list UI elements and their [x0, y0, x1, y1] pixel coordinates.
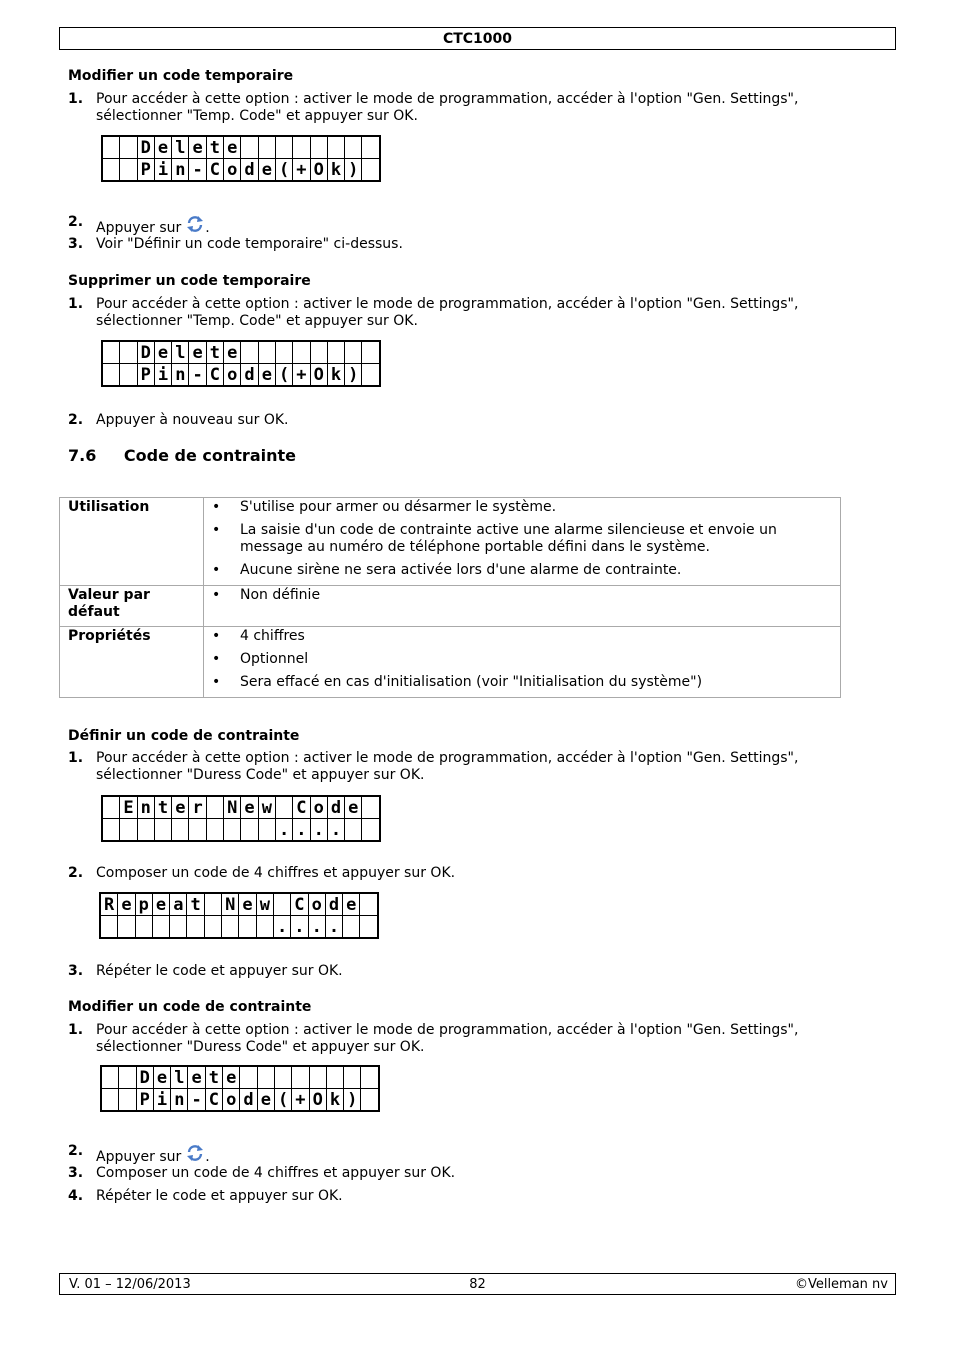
lcd-cell: e	[154, 341, 171, 364]
lcd-cell: t	[206, 136, 223, 159]
lcd-cell	[258, 819, 275, 842]
lcd-cell	[102, 796, 120, 819]
document-footer	[59, 1273, 896, 1295]
lcd-cell	[241, 341, 258, 364]
lcd-cell	[119, 1066, 136, 1089]
lcd-row	[101, 1089, 379, 1112]
step-number: 1.	[68, 296, 84, 312]
lcd-cell	[343, 916, 360, 939]
lcd-cell: e	[258, 159, 275, 182]
lcd-cell: (	[274, 1089, 291, 1112]
lcd-cell: e	[239, 893, 256, 916]
heading-modify-temp-code: Modifier un code temporaire	[68, 68, 294, 84]
lcd-cell	[154, 819, 171, 842]
lcd-cell	[258, 136, 275, 159]
section-heading	[68, 446, 296, 465]
lcd-cell	[120, 819, 137, 842]
lcd-cell	[222, 916, 239, 939]
lcd-cell: d	[240, 1089, 257, 1112]
lcd-cell: e	[189, 341, 206, 364]
step-text: Pour accéder à cette option : activer le mode de programmation, accéder à l'option "Gen. Settings", sélectionner "Temp. Code" et appuyer sur OK.	[96, 91, 799, 124]
lcd-cell	[360, 916, 378, 939]
lcd-cell	[258, 341, 275, 364]
lcd-cell	[241, 819, 258, 842]
lcd-cell: .	[275, 819, 292, 842]
lcd-cell: D	[137, 136, 154, 159]
step-number: 2.	[68, 412, 84, 428]
lcd-cell: d	[241, 364, 258, 387]
lcd-cell	[293, 341, 310, 364]
lcd-cell: .	[291, 916, 308, 939]
lcd-cell: e	[343, 893, 360, 916]
lcd-cell: .	[310, 819, 327, 842]
lcd-display-delete	[101, 340, 381, 387]
lcd-cell	[187, 916, 204, 939]
lcd-display-delete	[100, 1065, 380, 1112]
table-key: Valeur par défaut	[60, 586, 204, 627]
footer-copyright: ©Velleman nv	[794, 1277, 888, 1292]
lcd-cell	[120, 136, 137, 159]
lcd-cell	[189, 819, 206, 842]
lcd-row	[102, 341, 380, 364]
table-key: Propriétés	[60, 627, 204, 698]
step-number: 1.	[68, 1022, 84, 1038]
table-row	[60, 586, 841, 627]
lcd-cell	[310, 136, 327, 159]
lcd-cell: O	[310, 364, 327, 387]
lcd-cell: d	[241, 159, 258, 182]
lcd-cell: t	[205, 1066, 222, 1089]
lcd-cell: e	[224, 136, 241, 159]
lcd-cell	[275, 136, 292, 159]
lcd-cell: D	[137, 341, 154, 364]
lcd-row	[100, 893, 378, 916]
lcd-cell: +	[292, 1089, 309, 1112]
lcd-cell: -	[189, 364, 206, 387]
lcd-cell	[361, 1089, 379, 1112]
lcd-cell	[257, 1066, 274, 1089]
lcd-cell: w	[256, 893, 273, 916]
lcd-cell: l	[171, 1066, 188, 1089]
lcd-cell: +	[293, 364, 310, 387]
lcd-cell: e	[257, 1089, 274, 1112]
step-item	[68, 750, 848, 786]
lcd-cell: i	[154, 159, 171, 182]
lcd-cell	[119, 1089, 136, 1112]
lcd-cell	[101, 1066, 119, 1089]
lcd-cell: k	[327, 364, 344, 387]
lcd-cell	[326, 1066, 343, 1089]
lcd-cell: N	[222, 893, 239, 916]
lcd-cell	[362, 796, 380, 819]
lcd-cell: )	[344, 1089, 361, 1112]
lcd-cell	[100, 916, 118, 939]
lcd-cell: P	[137, 364, 154, 387]
lcd-cell	[137, 819, 154, 842]
step-item	[68, 296, 848, 332]
table-value	[204, 627, 841, 698]
lcd-cell	[206, 819, 223, 842]
lcd-cell: C	[206, 364, 223, 387]
lcd-cell	[327, 136, 344, 159]
lcd-cell: k	[326, 1089, 343, 1112]
section-title: Code de contrainte	[123, 446, 296, 465]
lcd-cell: e	[241, 796, 258, 819]
step-number: 3.	[68, 236, 84, 252]
lcd-cell: n	[172, 364, 189, 387]
lcd-cell: k	[327, 159, 344, 182]
lcd-cell: o	[223, 1089, 240, 1112]
lcd-cell: n	[137, 796, 154, 819]
lcd-cell	[362, 341, 380, 364]
lcd-cell: e	[118, 893, 135, 916]
lcd-cell	[256, 916, 273, 939]
step-text-before-icon: Appuyer sur	[96, 220, 182, 236]
lcd-cell	[293, 136, 310, 159]
step-number: 1.	[68, 91, 84, 107]
lcd-cell	[120, 364, 137, 387]
lcd-cell: a	[170, 893, 187, 916]
lcd-cell: e	[172, 796, 189, 819]
lcd-cell: p	[135, 893, 152, 916]
lcd-cell	[170, 916, 187, 939]
lcd-cell: e	[223, 1066, 240, 1089]
lcd-cell	[273, 893, 290, 916]
step-number: 2.	[68, 214, 84, 230]
lcd-cell	[362, 819, 380, 842]
lcd-cell: e	[224, 341, 241, 364]
lcd-cell: .	[325, 916, 342, 939]
lcd-cell: r	[189, 796, 206, 819]
table-value	[204, 586, 841, 627]
lcd-cell: e	[152, 893, 169, 916]
header-title: CTC1000	[442, 31, 513, 47]
step-text: Appuyer à nouveau sur OK.	[96, 412, 289, 428]
step-number: 2.	[68, 865, 84, 881]
lcd-cell	[360, 893, 378, 916]
lcd-cell: C	[206, 159, 223, 182]
lcd-display-repeat-new-code	[99, 892, 379, 939]
lcd-cell	[292, 1066, 309, 1089]
step-text: Voir "Définir un code temporaire" ci-dessus.	[96, 236, 403, 252]
step-item	[68, 91, 848, 127]
lcd-cell	[362, 364, 380, 387]
lcd-cell	[361, 1066, 379, 1089]
document-header	[59, 27, 896, 50]
step-text: Composer un code de 4 chiffres et appuyer sur OK.	[96, 1165, 456, 1181]
step-text: Répéter le code et appuyer sur OK.	[96, 1188, 343, 1204]
lcd-cell: n	[171, 1089, 188, 1112]
lcd-cell: (	[275, 159, 292, 182]
lcd-display-enter-new-code	[101, 795, 381, 842]
step-text-end: .	[205, 220, 210, 236]
lcd-cell	[224, 819, 241, 842]
lcd-cell	[102, 364, 120, 387]
lcd-cell: .	[293, 819, 310, 842]
step-number: 2.	[68, 1143, 84, 1159]
step-text: Composer un code de 4 chiffres et appuyer sur OK.	[96, 865, 456, 881]
lcd-cell	[310, 341, 327, 364]
lcd-cell: P	[137, 159, 154, 182]
lcd-cell: D	[136, 1066, 153, 1089]
lcd-cell: (	[275, 364, 292, 387]
lcd-cell: t	[206, 341, 223, 364]
lcd-cell: P	[136, 1089, 153, 1112]
lcd-cell	[118, 916, 135, 939]
lcd-cell	[206, 796, 223, 819]
lcd-cell: R	[100, 893, 118, 916]
lcd-cell: -	[189, 159, 206, 182]
lcd-cell	[102, 819, 120, 842]
table-value	[204, 498, 841, 586]
lcd-cell	[204, 916, 221, 939]
lcd-row	[102, 796, 380, 819]
properties-table	[59, 497, 841, 698]
lcd-cell	[152, 916, 169, 939]
lcd-row	[102, 819, 380, 842]
lcd-cell: t	[154, 796, 171, 819]
lcd-cell: e	[189, 136, 206, 159]
lcd-cell	[274, 1066, 291, 1089]
lcd-cell: l	[172, 341, 189, 364]
step-text: Pour accéder à cette option : activer le mode de programmation, accéder à l'option "Gen. Settings", sélectionner "Temp. Code" et appuyer sur OK.	[96, 296, 799, 329]
lcd-cell: O	[310, 159, 327, 182]
lcd-cell: .	[273, 916, 290, 939]
lcd-cell: N	[224, 796, 241, 819]
lcd-cell	[102, 159, 120, 182]
lcd-cell: i	[153, 1089, 170, 1112]
step-number: 1.	[68, 750, 84, 766]
lcd-cell: o	[308, 893, 325, 916]
footer-version: V. 01 – 12/06/2013	[69, 1277, 191, 1292]
lcd-cell: l	[172, 136, 189, 159]
lcd-cell: e	[154, 136, 171, 159]
heading-modify-duress-code: Modifier un code de contrainte	[68, 999, 312, 1015]
lcd-cell: e	[188, 1066, 205, 1089]
lcd-cell	[345, 819, 362, 842]
lcd-cell: -	[188, 1089, 205, 1112]
lcd-cell: C	[293, 796, 310, 819]
lcd-cell	[275, 796, 292, 819]
list-item: • La saisie d'un code de contrainte active une alarme silencieuse et envoie un message au numéro de téléphone portable défini dans le système.	[204, 522, 840, 556]
step-text-before-icon: Appuyer sur	[96, 1149, 182, 1165]
table-row	[60, 627, 841, 698]
lcd-cell: o	[224, 364, 241, 387]
lcd-cell	[275, 341, 292, 364]
lcd-cell: e	[153, 1066, 170, 1089]
heading-define-duress-code: Définir un code de contrainte	[68, 728, 300, 744]
lcd-cell	[172, 819, 189, 842]
step-text: Répéter le code et appuyer sur OK.	[96, 963, 343, 979]
lcd-display-delete	[101, 135, 381, 182]
lcd-cell	[102, 136, 120, 159]
lcd-cell: d	[327, 796, 344, 819]
lcd-cell	[101, 1089, 119, 1112]
table-row	[60, 498, 841, 586]
lcd-cell: t	[187, 893, 204, 916]
list-item: • 4 chiffres	[204, 628, 840, 645]
lcd-cell: )	[345, 364, 362, 387]
step-text-end: .	[205, 1149, 210, 1165]
list-item: • Sera effacé en cas d'initialisation (voir "Initialisation du système")	[204, 674, 840, 691]
list-item: • Aucune sirène ne sera activée lors d'une alarme de contrainte.	[204, 562, 840, 579]
lcd-cell: C	[205, 1089, 222, 1112]
lcd-cell: n	[172, 159, 189, 182]
step-item	[68, 1022, 848, 1058]
lcd-cell: w	[258, 796, 275, 819]
heading-delete-temp-code: Supprimer un code temporaire	[68, 273, 311, 289]
lcd-cell: )	[345, 159, 362, 182]
lcd-cell	[120, 341, 137, 364]
lcd-cell	[309, 1066, 326, 1089]
footer-page-number: 82	[469, 1277, 486, 1292]
table-key: Utilisation	[60, 498, 204, 586]
step-number: 3.	[68, 963, 84, 979]
lcd-cell: .	[327, 819, 344, 842]
lcd-cell: e	[258, 364, 275, 387]
lcd-cell	[204, 893, 221, 916]
step-text: Pour accéder à cette option : activer le mode de programmation, accéder à l'option "Gen. Settings", sélectionner "Duress Code" et appuyer sur OK.	[96, 750, 799, 783]
lcd-cell	[344, 1066, 361, 1089]
step-number: 4.	[68, 1188, 84, 1204]
lcd-cell	[345, 136, 362, 159]
step-text: Pour accéder à cette option : activer le mode de programmation, accéder à l'option "Gen. Settings", sélectionner "Duress Code" et appuyer sur OK.	[96, 1022, 799, 1055]
lcd-row	[101, 1066, 379, 1089]
lcd-cell	[135, 916, 152, 939]
lcd-cell	[362, 159, 380, 182]
lcd-cell	[120, 159, 137, 182]
list-item: • S'utilise pour armer ou désarmer le système.	[204, 499, 840, 516]
lcd-cell: +	[293, 159, 310, 182]
lcd-row	[102, 136, 380, 159]
lcd-cell: e	[345, 796, 362, 819]
lcd-row	[102, 364, 380, 387]
lcd-row	[100, 916, 378, 939]
list-item: • Non définie	[204, 587, 840, 604]
lcd-cell: o	[224, 159, 241, 182]
lcd-cell	[345, 341, 362, 364]
lcd-cell: E	[120, 796, 137, 819]
section-number: 7.6	[68, 446, 97, 465]
lcd-cell	[102, 341, 120, 364]
lcd-cell	[239, 916, 256, 939]
lcd-cell	[362, 136, 380, 159]
lcd-cell: O	[309, 1089, 326, 1112]
lcd-cell: C	[291, 893, 308, 916]
lcd-cell: d	[325, 893, 342, 916]
lcd-cell	[241, 136, 258, 159]
list-item: • Optionnel	[204, 651, 840, 668]
lcd-row	[102, 159, 380, 182]
lcd-cell	[240, 1066, 257, 1089]
lcd-cell: .	[308, 916, 325, 939]
step-number: 3.	[68, 1165, 84, 1181]
lcd-cell: i	[154, 364, 171, 387]
lcd-cell	[327, 341, 344, 364]
lcd-cell: o	[310, 796, 327, 819]
